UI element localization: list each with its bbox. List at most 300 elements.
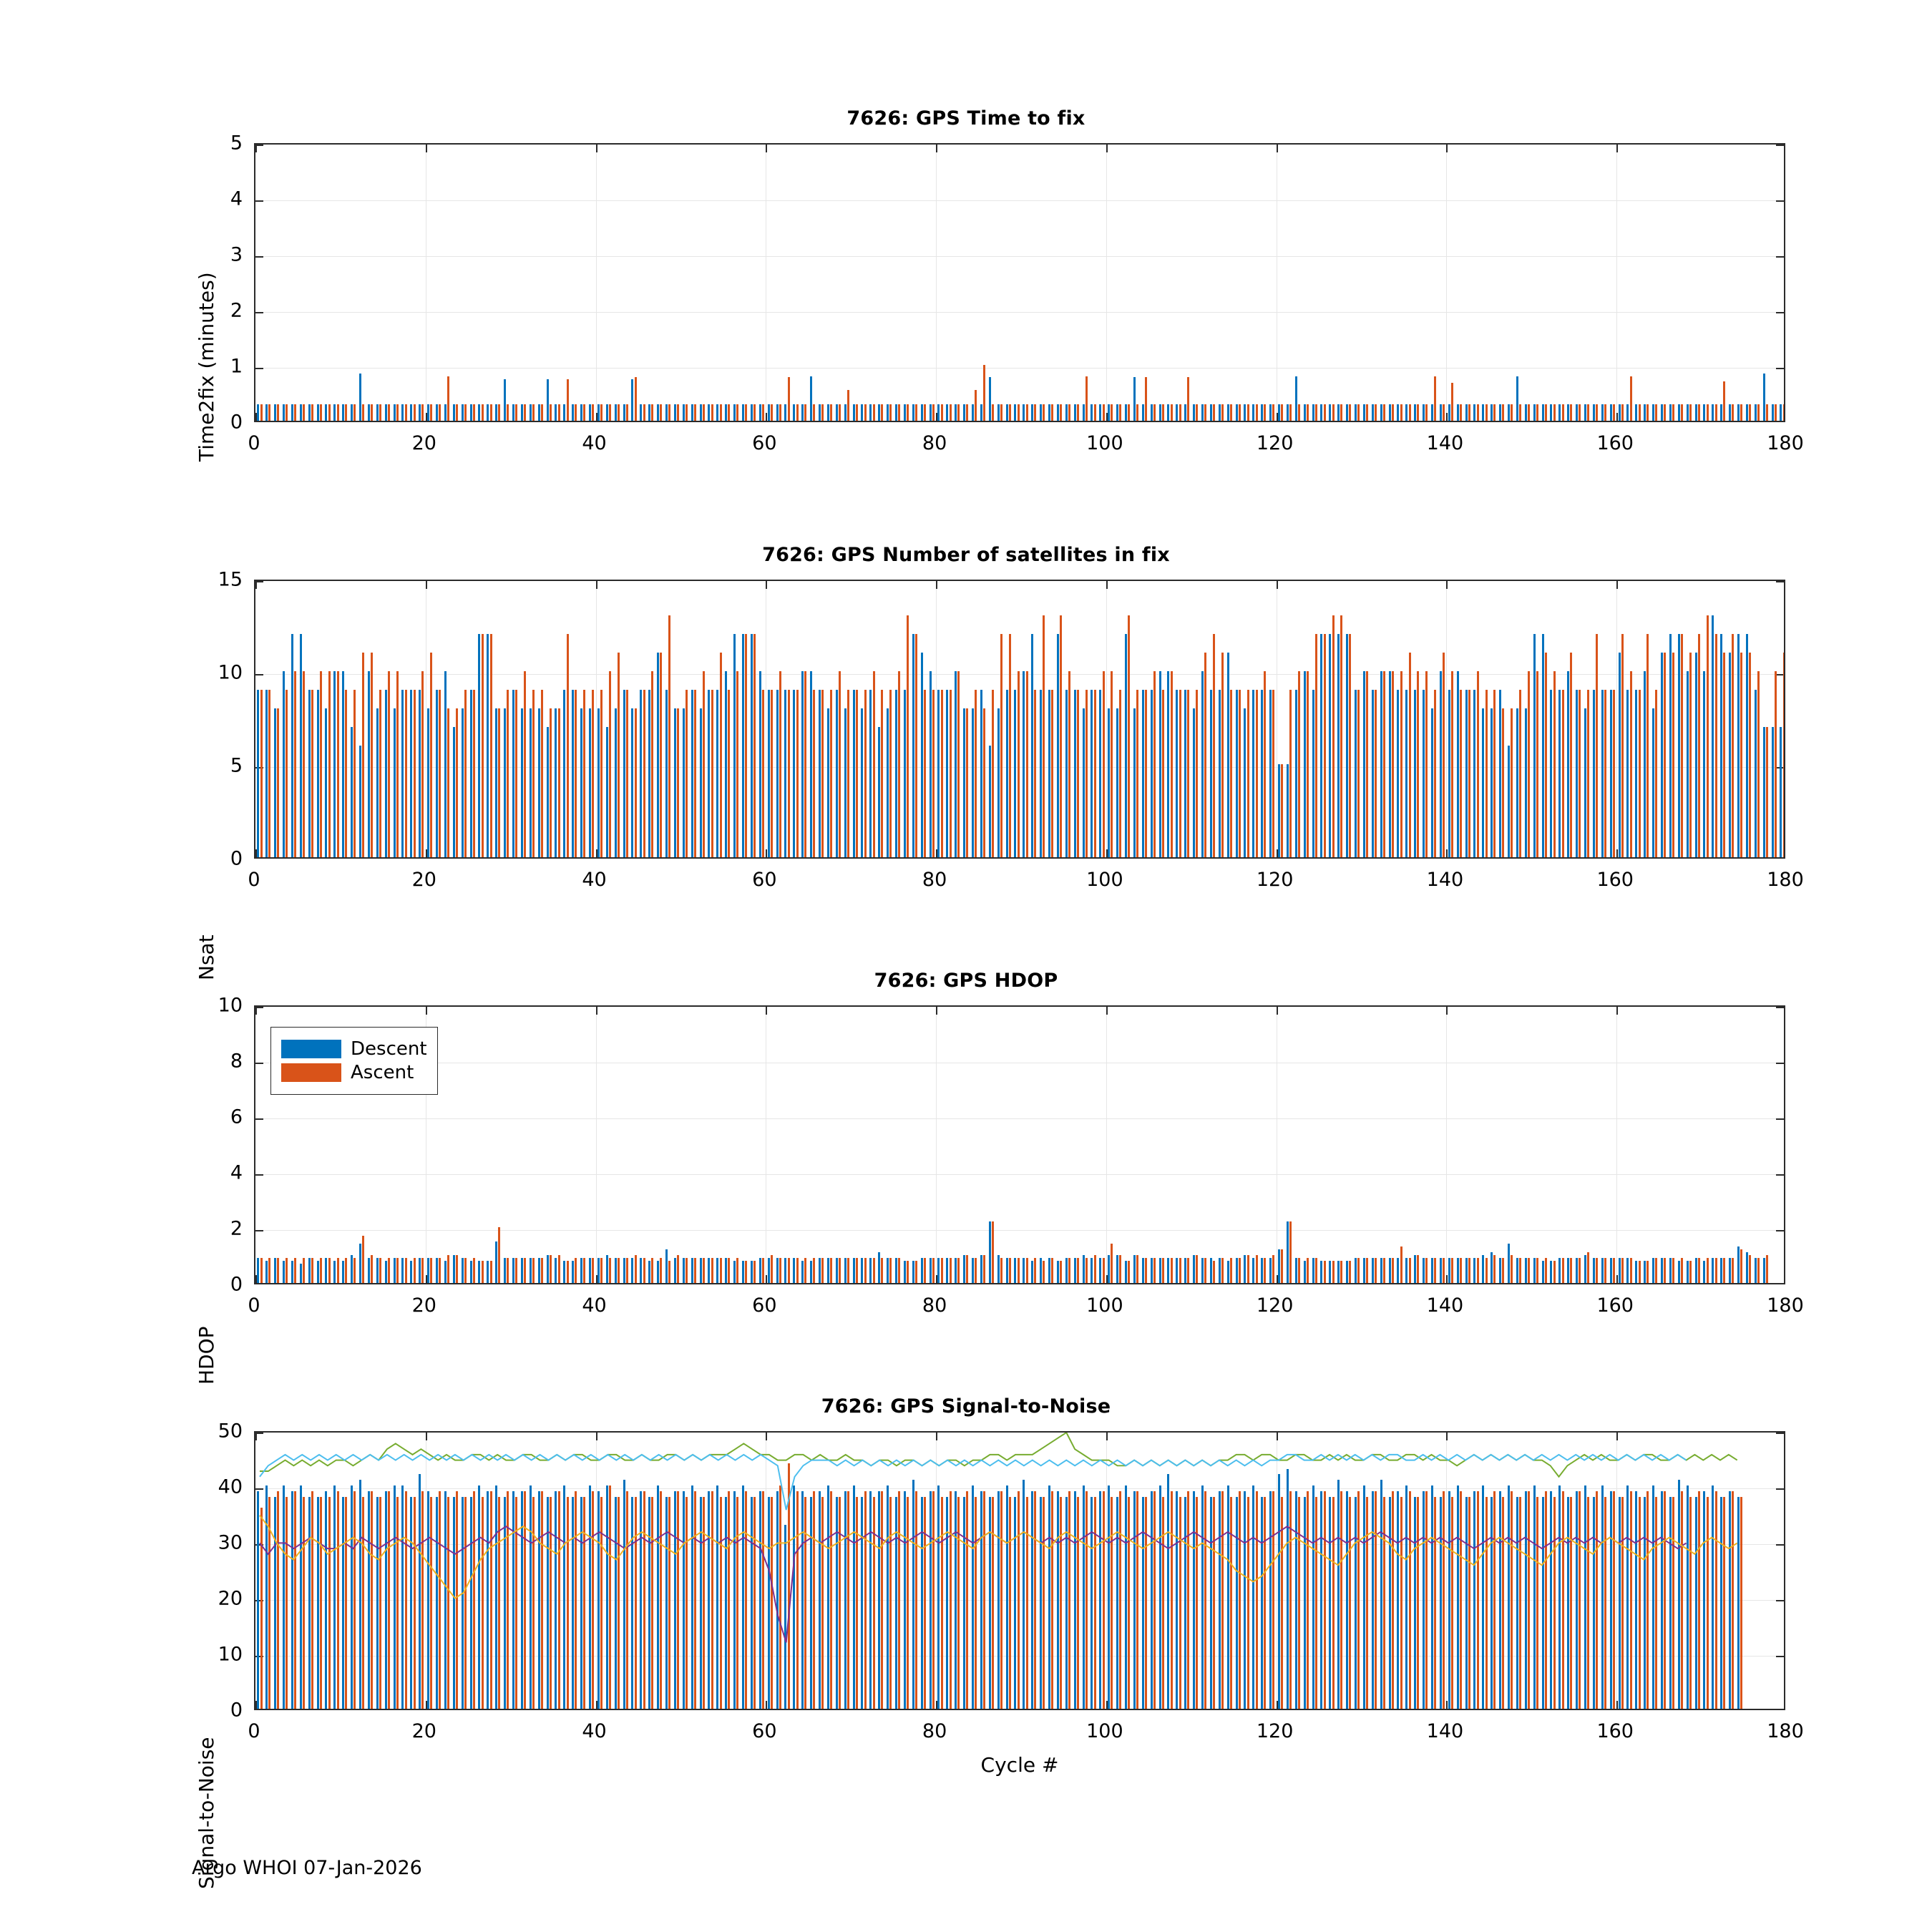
bar-ascent bbox=[311, 1258, 313, 1283]
bar-descent bbox=[368, 404, 370, 421]
bar-descent bbox=[1295, 690, 1297, 857]
bar-ascent bbox=[1051, 404, 1053, 421]
bar-ascent bbox=[651, 1258, 653, 1283]
bar-descent bbox=[1074, 1258, 1076, 1283]
bar-ascent bbox=[992, 690, 994, 857]
y-tick-label: 40 bbox=[218, 1475, 243, 1498]
bar-ascent bbox=[1018, 404, 1020, 421]
bar-descent bbox=[462, 404, 464, 421]
bar-descent bbox=[937, 1258, 940, 1283]
bar-ascent bbox=[1051, 1258, 1053, 1283]
bar-ascent bbox=[1357, 690, 1360, 857]
axis-tick-y bbox=[255, 1063, 263, 1064]
bar-descent bbox=[921, 404, 923, 421]
plot-area-nsat bbox=[254, 580, 1785, 859]
bar-ascent bbox=[1639, 404, 1641, 421]
bar-ascent bbox=[1409, 1258, 1411, 1283]
bar-descent bbox=[453, 1255, 455, 1283]
bar-ascent bbox=[1545, 653, 1547, 857]
bar-descent bbox=[844, 1258, 847, 1283]
bar-ascent bbox=[1672, 404, 1674, 421]
axis-tick-x-top bbox=[1616, 1007, 1618, 1015]
bar-ascent bbox=[694, 404, 696, 421]
bar-descent bbox=[878, 1252, 880, 1283]
bar-ascent bbox=[1536, 671, 1538, 857]
bar-ascent bbox=[856, 404, 858, 421]
bar-ascent bbox=[720, 1258, 722, 1283]
bar-descent bbox=[1040, 690, 1042, 857]
bar-descent bbox=[394, 708, 396, 857]
bar-descent bbox=[1584, 404, 1586, 421]
bar-descent bbox=[768, 404, 770, 421]
bar-descent bbox=[1626, 404, 1629, 421]
bar-ascent bbox=[1681, 404, 1683, 421]
bar-ascent bbox=[439, 404, 441, 421]
bar-descent bbox=[1337, 1261, 1340, 1283]
bar-descent bbox=[1304, 1261, 1306, 1283]
bar-descent bbox=[572, 690, 574, 857]
bar-descent bbox=[623, 404, 625, 421]
bar-ascent bbox=[728, 690, 730, 857]
bar-ascent bbox=[524, 1258, 526, 1283]
bar-ascent bbox=[1307, 1258, 1309, 1283]
bar-descent bbox=[1525, 708, 1527, 857]
x-tick-label: 140 bbox=[1426, 1294, 1464, 1317]
bar-ascent bbox=[1026, 1258, 1028, 1283]
x-tick-label: 20 bbox=[411, 432, 436, 454]
bar-ascent bbox=[907, 404, 909, 421]
bar-ascent bbox=[379, 1258, 381, 1283]
bar-descent bbox=[989, 1221, 991, 1283]
snr-max-green bbox=[260, 1433, 1737, 1477]
bar-ascent bbox=[1749, 653, 1751, 857]
bar-ascent bbox=[966, 404, 968, 421]
bar-ascent bbox=[583, 404, 585, 421]
y-tick-label: 15 bbox=[218, 568, 243, 591]
bar-ascent bbox=[1332, 404, 1335, 421]
bar-descent bbox=[1772, 404, 1774, 421]
bar-descent bbox=[1329, 634, 1331, 857]
bar-descent bbox=[444, 1261, 447, 1283]
bar-descent bbox=[665, 404, 668, 421]
bar-ascent bbox=[1026, 671, 1028, 857]
axis-tick-x-top bbox=[1106, 1007, 1108, 1015]
bar-descent bbox=[308, 690, 311, 857]
bar-descent bbox=[1363, 1258, 1365, 1283]
bar-ascent bbox=[1519, 1258, 1521, 1283]
bar-ascent bbox=[1136, 404, 1138, 421]
bar-descent bbox=[1729, 653, 1731, 857]
bar-ascent bbox=[277, 708, 279, 857]
x-tick-label: 0 bbox=[248, 869, 260, 891]
bar-descent bbox=[487, 1261, 489, 1283]
axis-tick-x-top bbox=[936, 145, 937, 152]
bar-ascent bbox=[303, 404, 305, 421]
bar-descent bbox=[776, 404, 779, 421]
bar-descent bbox=[733, 1261, 736, 1283]
bar-ascent bbox=[1757, 1258, 1760, 1283]
bar-descent bbox=[1346, 634, 1348, 857]
bar-descent bbox=[1440, 404, 1442, 421]
bar-ascent bbox=[889, 404, 892, 421]
bar-ascent bbox=[550, 708, 552, 857]
bar-descent bbox=[657, 653, 659, 857]
bar-descent bbox=[1193, 1255, 1195, 1283]
bar-descent bbox=[1287, 404, 1289, 421]
bar-descent bbox=[1525, 1258, 1527, 1283]
bar-descent bbox=[1542, 1261, 1544, 1283]
bar-ascent bbox=[337, 1258, 339, 1283]
bar-ascent bbox=[1136, 690, 1138, 857]
bar-descent bbox=[538, 1258, 540, 1283]
bar-descent bbox=[1108, 1255, 1110, 1283]
bar-descent bbox=[1031, 404, 1033, 421]
bar-descent bbox=[878, 404, 880, 421]
bar-ascent bbox=[762, 404, 764, 421]
bar-ascent bbox=[1775, 671, 1777, 857]
bar-ascent bbox=[439, 690, 441, 857]
bar-ascent bbox=[932, 404, 935, 421]
bar-ascent bbox=[1103, 404, 1105, 421]
bar-descent bbox=[1601, 690, 1604, 857]
bar-descent bbox=[700, 404, 702, 421]
bar-descent bbox=[648, 404, 650, 421]
bar-descent bbox=[401, 1258, 404, 1283]
bar-ascent bbox=[1511, 404, 1513, 421]
bar-ascent bbox=[975, 690, 977, 857]
bar-descent bbox=[1695, 1258, 1697, 1283]
bar-ascent bbox=[1162, 690, 1164, 857]
bar-ascent bbox=[839, 404, 841, 421]
bar-descent bbox=[521, 708, 523, 857]
x-tick-label: 100 bbox=[1086, 432, 1123, 454]
bar-descent bbox=[793, 1258, 795, 1283]
bar-descent bbox=[1431, 404, 1433, 421]
bar-ascent bbox=[881, 690, 883, 857]
axis-tick-y bbox=[255, 1230, 263, 1231]
bar-descent bbox=[716, 690, 718, 857]
bar-ascent bbox=[643, 404, 645, 421]
bar-descent bbox=[1440, 1258, 1442, 1283]
axis-tick-y bbox=[255, 256, 263, 258]
bar-descent bbox=[1712, 404, 1714, 421]
bar-descent bbox=[462, 708, 464, 857]
bar-ascent bbox=[983, 708, 985, 857]
bar-descent bbox=[1431, 708, 1433, 857]
bar-ascent bbox=[1604, 1258, 1606, 1283]
bar-descent bbox=[265, 1261, 268, 1283]
bar-descent bbox=[265, 404, 268, 421]
bar-descent bbox=[1261, 404, 1263, 421]
bar-descent bbox=[427, 708, 429, 857]
bar-ascent bbox=[1425, 404, 1428, 421]
bar-descent bbox=[1635, 1261, 1637, 1283]
bar-descent bbox=[1567, 671, 1569, 857]
bar-ascent bbox=[915, 404, 917, 421]
bar-descent bbox=[1652, 1258, 1654, 1283]
bar-descent bbox=[1201, 404, 1204, 421]
bar-ascent bbox=[821, 404, 824, 421]
bar-ascent bbox=[1562, 404, 1564, 421]
bar-ascent bbox=[1068, 404, 1070, 421]
bar-ascent bbox=[677, 1255, 679, 1283]
bar-descent bbox=[351, 727, 353, 857]
bar-ascent bbox=[975, 390, 977, 421]
bar-ascent bbox=[1664, 1258, 1666, 1283]
bar-descent bbox=[1414, 690, 1416, 857]
bar-ascent bbox=[1119, 404, 1121, 421]
bar-ascent bbox=[1221, 404, 1224, 421]
bar-descent bbox=[597, 404, 600, 421]
x-tick-label: 40 bbox=[582, 1720, 607, 1742]
bar-ascent bbox=[1315, 404, 1317, 421]
bar-descent bbox=[1593, 690, 1595, 857]
bar-descent bbox=[1423, 1258, 1425, 1283]
x-tick-label: 100 bbox=[1086, 869, 1123, 891]
bar-ascent bbox=[1171, 1258, 1173, 1283]
bar-ascent bbox=[950, 690, 952, 857]
y-tick-label: 1 bbox=[230, 355, 243, 378]
bar-descent bbox=[955, 1258, 957, 1283]
bar-descent bbox=[1661, 1258, 1663, 1283]
gridline-vertical bbox=[936, 581, 937, 857]
axis-tick-y bbox=[255, 200, 263, 202]
bar-ascent bbox=[1111, 404, 1113, 421]
ylabel-time2fix: Time2fix (minutes) bbox=[195, 272, 218, 462]
bar-ascent bbox=[677, 708, 679, 857]
bar-descent bbox=[784, 1258, 786, 1283]
x-tick-label: 140 bbox=[1426, 1720, 1464, 1742]
bar-descent bbox=[1151, 404, 1153, 421]
bar-descent bbox=[470, 404, 472, 421]
bar-ascent bbox=[1715, 634, 1717, 857]
bar-descent bbox=[716, 1258, 718, 1283]
bar-descent bbox=[555, 1258, 557, 1283]
bar-descent bbox=[1703, 1261, 1705, 1283]
bar-descent bbox=[1372, 404, 1374, 421]
bar-descent bbox=[1491, 708, 1493, 857]
y-tick-label: 0 bbox=[230, 1699, 243, 1722]
bar-descent bbox=[1252, 690, 1254, 857]
bar-descent bbox=[1558, 404, 1561, 421]
bar-ascent bbox=[864, 1258, 867, 1283]
bar-ascent bbox=[907, 615, 909, 857]
axis-tick-x-top bbox=[426, 145, 427, 152]
bar-descent bbox=[1236, 1258, 1238, 1283]
bar-ascent bbox=[1324, 1261, 1326, 1283]
bar-ascent bbox=[286, 1258, 288, 1283]
bar-descent bbox=[1567, 404, 1569, 421]
bar-descent bbox=[1329, 1261, 1331, 1283]
bar-descent bbox=[1619, 404, 1621, 421]
bar-ascent bbox=[482, 404, 484, 421]
bar-descent bbox=[640, 690, 642, 857]
bar-descent bbox=[946, 404, 948, 421]
bar-ascent bbox=[1272, 1255, 1274, 1283]
bar-descent bbox=[878, 727, 880, 857]
bar-descent bbox=[1278, 1249, 1280, 1283]
bar-ascent bbox=[388, 1258, 390, 1283]
y-tick-label: 0 bbox=[230, 411, 243, 434]
bar-ascent bbox=[779, 1258, 781, 1283]
bar-ascent bbox=[362, 404, 364, 421]
x-tick-label: 60 bbox=[752, 1720, 777, 1742]
bar-ascent bbox=[1324, 404, 1326, 421]
bar-descent bbox=[912, 634, 914, 857]
bar-descent bbox=[1720, 404, 1722, 421]
gridline-horizontal bbox=[255, 312, 1784, 313]
bar-descent bbox=[351, 1255, 353, 1283]
y-tick-label: 5 bbox=[230, 754, 243, 777]
bar-ascent bbox=[1366, 404, 1368, 421]
bar-descent bbox=[274, 708, 276, 857]
bar-descent bbox=[274, 404, 276, 421]
bar-ascent bbox=[277, 404, 279, 421]
bar-ascent bbox=[779, 404, 781, 421]
bar-ascent bbox=[1060, 404, 1062, 421]
bar-ascent bbox=[1289, 1221, 1292, 1283]
axis-tick-x-top bbox=[596, 581, 597, 589]
bar-ascent bbox=[668, 404, 670, 421]
bar-ascent bbox=[1511, 708, 1513, 857]
bar-ascent bbox=[1187, 1258, 1189, 1283]
bar-ascent bbox=[1247, 1255, 1249, 1283]
legend-label-ascent: Ascent bbox=[351, 1062, 414, 1083]
bar-descent bbox=[1669, 404, 1672, 421]
bar-descent bbox=[921, 1258, 923, 1283]
bar-descent bbox=[1389, 404, 1391, 421]
bar-descent bbox=[1695, 404, 1697, 421]
bar-ascent bbox=[609, 404, 611, 421]
bar-ascent bbox=[1239, 690, 1241, 857]
bar-ascent bbox=[558, 1255, 560, 1283]
bar-ascent bbox=[1247, 404, 1249, 421]
bar-ascent bbox=[1145, 377, 1147, 421]
bar-ascent bbox=[1128, 615, 1130, 857]
bar-ascent bbox=[813, 404, 815, 421]
bar-descent bbox=[291, 634, 293, 857]
bar-ascent bbox=[711, 690, 713, 857]
bar-ascent bbox=[1272, 404, 1274, 421]
bar-ascent bbox=[1366, 1258, 1368, 1283]
bar-descent bbox=[530, 1258, 532, 1283]
bar-descent bbox=[1533, 404, 1536, 421]
bar-descent bbox=[1542, 404, 1544, 421]
bar-ascent bbox=[498, 708, 500, 857]
bar-ascent bbox=[482, 1261, 484, 1283]
bar-ascent bbox=[626, 1258, 628, 1283]
bar-descent bbox=[725, 1258, 727, 1283]
bar-descent bbox=[861, 1258, 863, 1283]
axis-tick-x-top bbox=[426, 581, 427, 589]
bar-ascent bbox=[303, 671, 305, 857]
bar-ascent bbox=[668, 1261, 670, 1283]
bar-descent bbox=[1619, 653, 1621, 857]
bar-descent bbox=[853, 690, 855, 857]
bar-descent bbox=[1057, 1261, 1059, 1283]
bar-descent bbox=[1763, 374, 1765, 421]
bar-ascent bbox=[414, 690, 416, 857]
bar-descent bbox=[1083, 404, 1085, 421]
bar-ascent bbox=[813, 1258, 815, 1283]
bar-descent bbox=[895, 404, 897, 421]
bar-ascent bbox=[1502, 404, 1504, 421]
bar-ascent bbox=[898, 404, 900, 421]
bar-descent bbox=[410, 404, 412, 421]
bar-ascent bbox=[473, 690, 475, 857]
bar-descent bbox=[368, 671, 370, 857]
bar-ascent bbox=[1366, 671, 1368, 857]
bar-ascent bbox=[1085, 376, 1088, 421]
bar-ascent bbox=[1289, 690, 1292, 857]
bar-ascent bbox=[1307, 671, 1309, 857]
bar-descent bbox=[1423, 404, 1425, 421]
bar-descent bbox=[1516, 1258, 1518, 1283]
bar-descent bbox=[1644, 1261, 1646, 1283]
axis-tick-y bbox=[255, 145, 263, 146]
bar-ascent bbox=[482, 634, 484, 857]
bar-descent bbox=[683, 708, 685, 857]
bar-ascent bbox=[1264, 404, 1266, 421]
bar-ascent bbox=[660, 653, 662, 857]
bar-ascent bbox=[1230, 1258, 1232, 1283]
bar-ascent bbox=[1392, 671, 1394, 857]
bar-ascent bbox=[1256, 690, 1258, 857]
bar-descent bbox=[708, 690, 710, 857]
bar-ascent bbox=[1443, 404, 1445, 421]
bar-ascent bbox=[1375, 690, 1377, 857]
bar-ascent bbox=[524, 404, 526, 421]
bar-descent bbox=[427, 1258, 429, 1283]
axis-tick-y bbox=[255, 1007, 263, 1008]
bar-descent bbox=[759, 404, 761, 421]
bar-ascent bbox=[379, 404, 381, 421]
panel-time2fix bbox=[0, 107, 1932, 462]
bar-ascent bbox=[796, 404, 799, 421]
bar-descent bbox=[1312, 690, 1314, 857]
x-tick-label: 60 bbox=[752, 1294, 777, 1317]
bar-ascent bbox=[311, 690, 313, 857]
bar-ascent bbox=[1740, 653, 1742, 857]
bar-ascent bbox=[1740, 1249, 1742, 1283]
x-tick-label: 100 bbox=[1086, 1294, 1123, 1317]
bar-descent bbox=[1678, 634, 1680, 857]
bar-ascent bbox=[473, 404, 475, 421]
bar-ascent bbox=[439, 1258, 441, 1283]
bar-descent bbox=[1261, 1258, 1263, 1283]
bar-descent bbox=[937, 404, 940, 421]
axis-tick-x-top bbox=[766, 1007, 767, 1015]
gridline-vertical bbox=[1616, 145, 1617, 421]
axis-tick-x-top bbox=[766, 581, 767, 589]
bar-descent bbox=[1482, 1255, 1484, 1283]
bar-descent bbox=[317, 404, 319, 421]
bar-ascent bbox=[320, 671, 322, 857]
bar-ascent bbox=[804, 1258, 806, 1283]
bar-ascent bbox=[1562, 1258, 1564, 1283]
bar-ascent bbox=[1145, 690, 1147, 857]
bar-ascent bbox=[1034, 690, 1036, 857]
bar-descent bbox=[1184, 690, 1186, 857]
bar-descent bbox=[419, 1258, 421, 1283]
bar-ascent bbox=[1153, 1258, 1156, 1283]
bar-ascent bbox=[728, 404, 730, 421]
axis-tick-y bbox=[255, 312, 263, 313]
bar-ascent bbox=[575, 1258, 577, 1283]
bar-descent bbox=[547, 727, 549, 857]
bar-ascent bbox=[1009, 634, 1011, 857]
y-tick-label: 10 bbox=[218, 1643, 243, 1666]
